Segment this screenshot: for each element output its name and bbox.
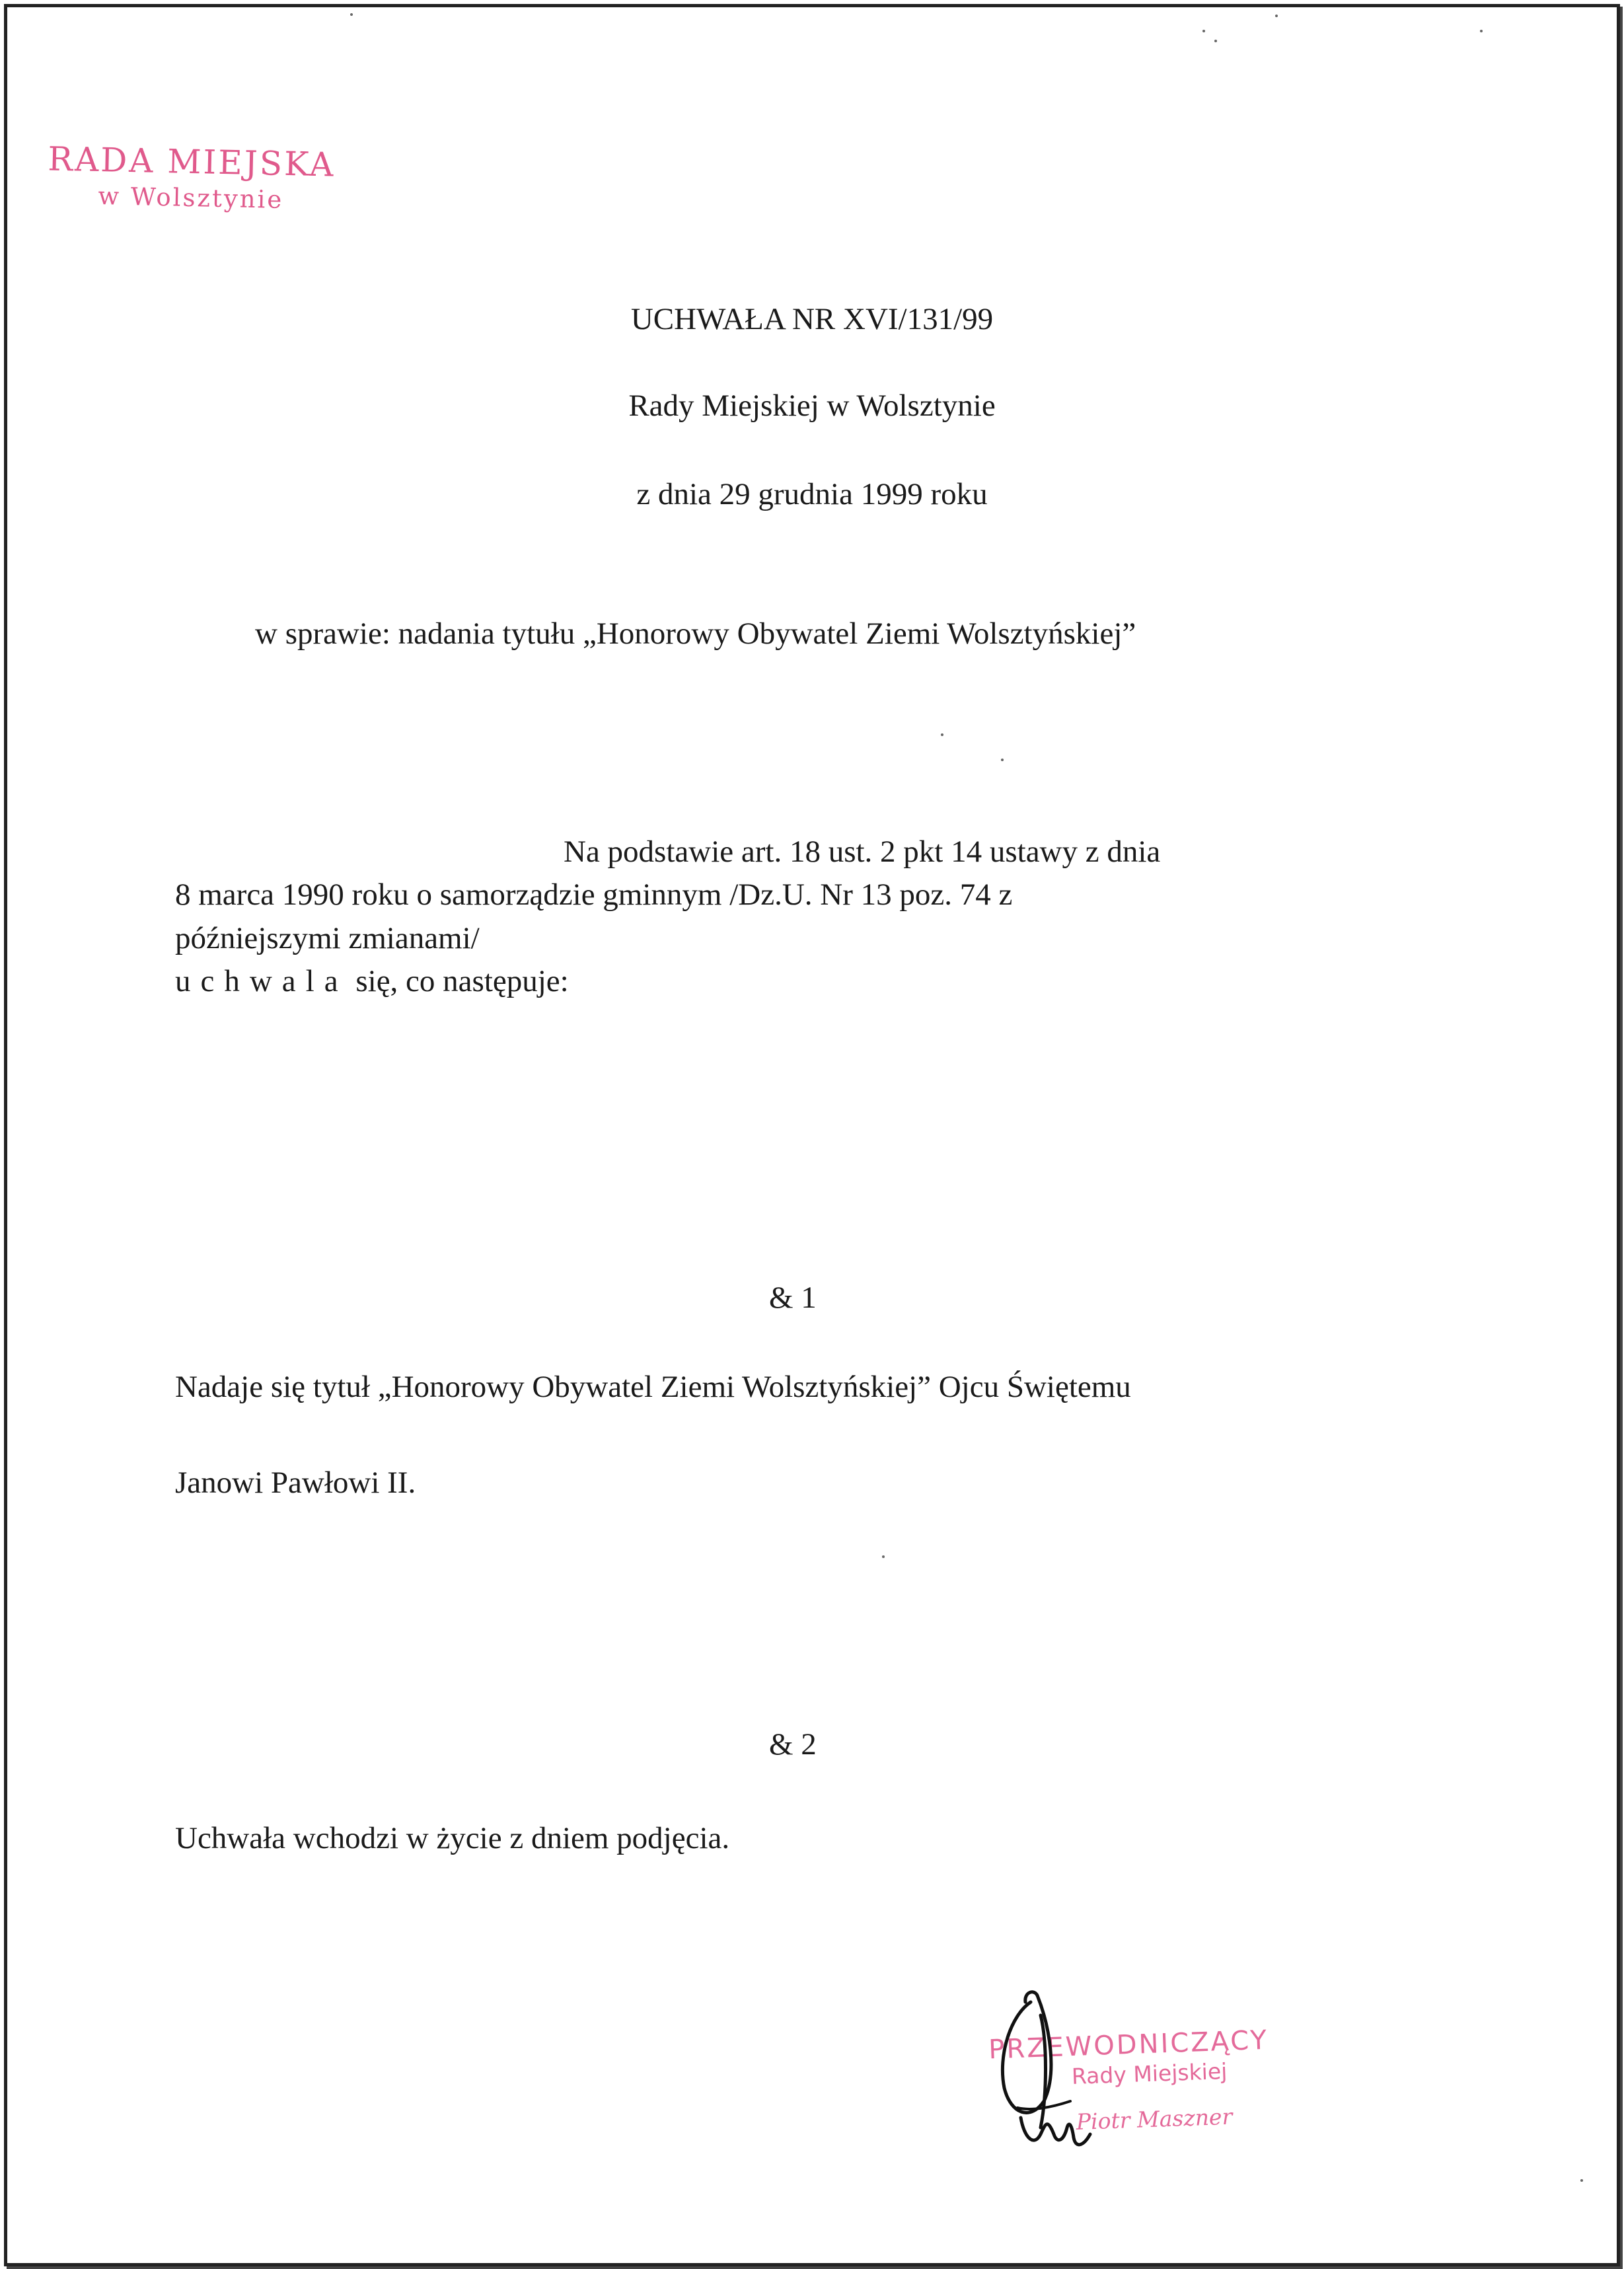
council-stamp bbox=[47, 139, 336, 215]
page-border bbox=[4, 4, 1620, 2266]
preamble-line-1: Na podstawie art. 18 ust. 2 pkt 14 ustawy z dnia bbox=[564, 835, 1161, 869]
handwritten-signature bbox=[984, 1976, 1117, 2174]
section-2-line-1: Uchwała wchodzi w życie z dniem podjęcia. bbox=[175, 1821, 730, 1855]
section-1-mark: & 1 bbox=[769, 1281, 817, 1315]
chairman-stamp-name: Piotr Maszner bbox=[1076, 2103, 1233, 2135]
preamble-decision bbox=[175, 963, 569, 999]
resolution-date: z dnia 29 grudnia 1999 roku bbox=[636, 477, 988, 511]
decision-rest: się, co następuje: bbox=[348, 964, 569, 998]
section-1-line-1: Nadaje się tytuł „Honorowy Obywatel Ziemi Wolsztyńskiej” Ojcu Świętemu bbox=[175, 1370, 1131, 1404]
section-1-line-2: Janowi Pawłowi II. bbox=[175, 1466, 416, 1500]
resolution-issuer: Rady Miejskiej w Wolsztynie bbox=[628, 389, 996, 423]
chairman-stamp-council: Rady Miejskiej bbox=[1071, 2058, 1228, 2090]
speck bbox=[882, 1555, 885, 1558]
preamble-line-3: późniejszymi zmianami/ bbox=[175, 921, 480, 955]
section-2-mark: & 2 bbox=[769, 1727, 817, 1762]
resolution-subject: w sprawie: nadania tytułu „Honorowy Obywatel Ziemi Wolsztyńskiej” bbox=[255, 616, 1136, 651]
speck bbox=[1580, 2179, 1583, 2182]
speck bbox=[941, 733, 943, 736]
speck bbox=[1275, 15, 1278, 17]
council-stamp-line1: RADA MIEJSKA bbox=[47, 139, 336, 184]
preamble-line-2: 8 marca 1990 roku o samorządzie gminnym /Dz.U. Nr 13 poz. 74 z bbox=[175, 877, 1013, 912]
decision-word: uchwala bbox=[175, 964, 348, 998]
resolution-title: UCHWAŁA NR XVI/131/99 bbox=[630, 302, 994, 336]
speck bbox=[1001, 759, 1004, 761]
speck bbox=[350, 13, 353, 16]
chairman-stamp-title: PRZEWODNICZĄCY bbox=[988, 2025, 1269, 2065]
speck bbox=[1214, 40, 1217, 42]
speck bbox=[1202, 30, 1205, 32]
speck bbox=[1480, 30, 1483, 32]
council-stamp-line2: w Wolsztynie bbox=[98, 182, 284, 214]
